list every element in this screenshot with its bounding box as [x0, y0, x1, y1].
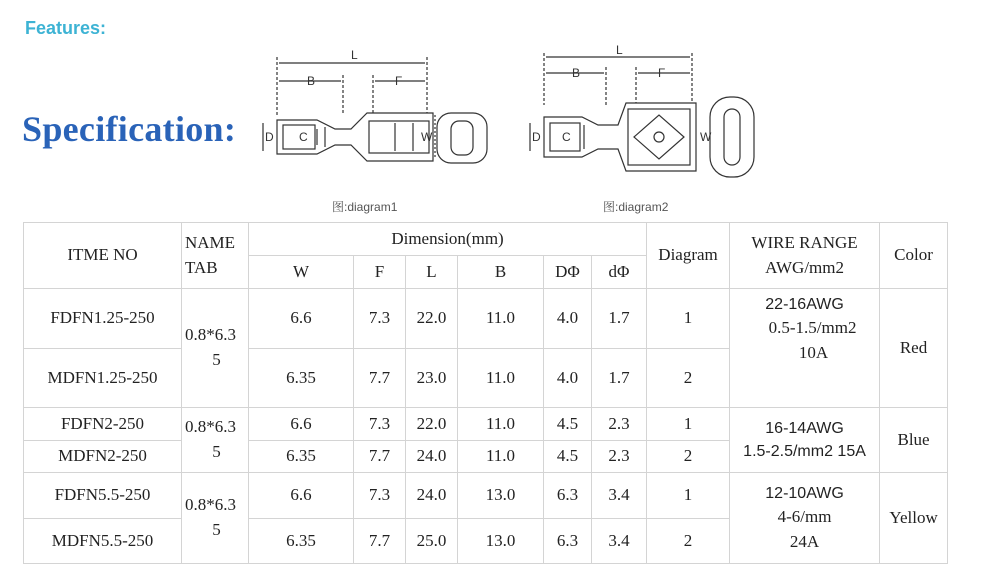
D-cell: 4.5 [544, 441, 592, 473]
wire-line1: 12-10AWG [765, 484, 844, 502]
specification-table [23, 222, 948, 564]
diagram1-label-B: B [307, 74, 316, 88]
item-no-cell: MDFN1.25-250 [24, 349, 182, 408]
w-cell: 6.6 [249, 473, 354, 519]
diagram-cell: 2 [647, 349, 730, 408]
wire-line2: 4-6/mm [777, 506, 832, 526]
b-cell: 11.0 [458, 441, 544, 473]
diagram2-caption: 图:diagram2 [603, 200, 669, 214]
l-cell: 23.0 [406, 349, 458, 408]
d-cell: 1.7 [592, 349, 647, 408]
w-cell: 6.35 [249, 519, 354, 564]
D-cell: 4.5 [544, 408, 592, 441]
d-cell: 2.3 [592, 441, 647, 473]
wire-line2: 0.5-1.5/mm2 [768, 318, 857, 338]
tab-line2: 5 [212, 520, 221, 539]
header-d-phi: dΦ [592, 256, 647, 289]
diagram1-label-C: C [299, 130, 308, 144]
tab-cell [182, 408, 249, 473]
wire-range-cell [730, 408, 880, 473]
header-row-1 [24, 223, 948, 256]
diagram2-label-C: C [562, 130, 571, 144]
diagram2-drawing [522, 45, 792, 195]
diagram-cell: 1 [647, 473, 730, 519]
header-B: B [458, 256, 544, 289]
item-no-cell: FDFN1.25-250 [24, 289, 182, 349]
wire-range-cell [730, 473, 880, 564]
diagram-cell: 2 [647, 519, 730, 564]
tab-line1: 0.8*6.3 [185, 495, 236, 515]
header-wire-line1: WIRE RANGE [751, 232, 858, 252]
f-cell: 7.3 [354, 473, 406, 519]
header-item-no: ITME NO [24, 223, 182, 289]
diagram2-label-B: B [572, 66, 581, 80]
item-no-cell: FDFN2-250 [24, 408, 182, 441]
D-cell: 4.0 [544, 349, 592, 408]
features-heading: Features: [25, 18, 107, 38]
wire-line3: 10A [798, 342, 829, 362]
wire-line1: 22-16AWG [765, 296, 844, 313]
diagram-cell: 1 [647, 408, 730, 441]
d-cell: 2.3 [592, 408, 647, 441]
wire-line2: 1.5-2.5/mm2 15A [743, 443, 866, 460]
table-row [24, 408, 948, 441]
w-cell: 6.35 [249, 349, 354, 408]
header-L: L [406, 256, 458, 289]
l-cell: 25.0 [406, 519, 458, 564]
f-cell: 7.3 [354, 289, 406, 349]
diagram1-label-D: D [265, 130, 274, 144]
f-cell: 7.7 [354, 519, 406, 564]
l-cell: 24.0 [406, 441, 458, 473]
tab-line2: 5 [212, 442, 221, 461]
d-cell: 3.4 [592, 473, 647, 519]
header-wire-line2: AWG/mm2 [765, 257, 844, 277]
wire-line1: 16-14AWG [765, 419, 844, 437]
diagram2-label-F: F [658, 66, 666, 80]
l-cell: 22.0 [406, 408, 458, 441]
D-cell: 4.0 [544, 289, 592, 349]
d-cell: 3.4 [592, 519, 647, 564]
color-cell: Red [880, 289, 948, 408]
diagram2-label-W: W [700, 130, 712, 144]
header-dimension: Dimension(mm) [249, 223, 647, 256]
b-cell: 11.0 [458, 289, 544, 349]
f-cell: 7.7 [354, 349, 406, 408]
l-cell: 24.0 [406, 473, 458, 519]
D-cell: 6.3 [544, 473, 592, 519]
b-cell: 13.0 [458, 473, 544, 519]
diagram1-label-L: L [351, 48, 358, 62]
wire-range-cell [730, 289, 880, 408]
diagram-cell: 1 [647, 289, 730, 349]
table-row [24, 473, 948, 519]
color-cell: Yellow [880, 473, 948, 564]
header-F: F [354, 256, 406, 289]
header-wire-range [730, 223, 880, 289]
color-cell: Blue [880, 408, 948, 473]
tab-line1: 0.8*6.3 [185, 325, 236, 345]
tab-line1: 0.8*6.3 [185, 417, 236, 437]
w-cell: 6.6 [249, 408, 354, 441]
b-cell: 13.0 [458, 519, 544, 564]
header-name-tab [182, 223, 249, 289]
wire-line3: 24A [789, 531, 820, 551]
header-D-phi: DΦ [544, 256, 592, 289]
diagram1-label-W: W [421, 130, 433, 144]
f-cell: 7.7 [354, 441, 406, 473]
tab-cell [182, 289, 249, 408]
tab-line2: 5 [212, 350, 221, 369]
D-cell: 6.3 [544, 519, 592, 564]
header-W: W [249, 256, 354, 289]
diagram1-label-F: F [395, 74, 403, 88]
diagram1-drawing [255, 45, 495, 195]
specification-heading: Specification: [22, 109, 237, 149]
table-row [24, 289, 948, 349]
w-cell: 6.6 [249, 289, 354, 349]
diagram2-label-L: L [616, 45, 623, 57]
item-no-cell: FDFN5.5-250 [24, 473, 182, 519]
diagram1-caption: 图:diagram1 [332, 200, 398, 214]
item-no-cell: MDFN2-250 [24, 441, 182, 473]
diagram-cell: 2 [647, 441, 730, 473]
d-cell: 1.7 [592, 289, 647, 349]
item-no-cell: MDFN5.5-250 [24, 519, 182, 564]
l-cell: 22.0 [406, 289, 458, 349]
b-cell: 11.0 [458, 349, 544, 408]
header-name-line1: NAME [185, 232, 236, 252]
f-cell: 7.3 [354, 408, 406, 441]
b-cell: 11.0 [458, 408, 544, 441]
header-diagram: Diagram [647, 223, 730, 289]
header-color: Color [880, 223, 948, 289]
header-name-line2: TAB [185, 257, 218, 277]
tab-cell [182, 473, 249, 564]
diagram2-label-D: D [532, 130, 541, 144]
w-cell: 6.35 [249, 441, 354, 473]
